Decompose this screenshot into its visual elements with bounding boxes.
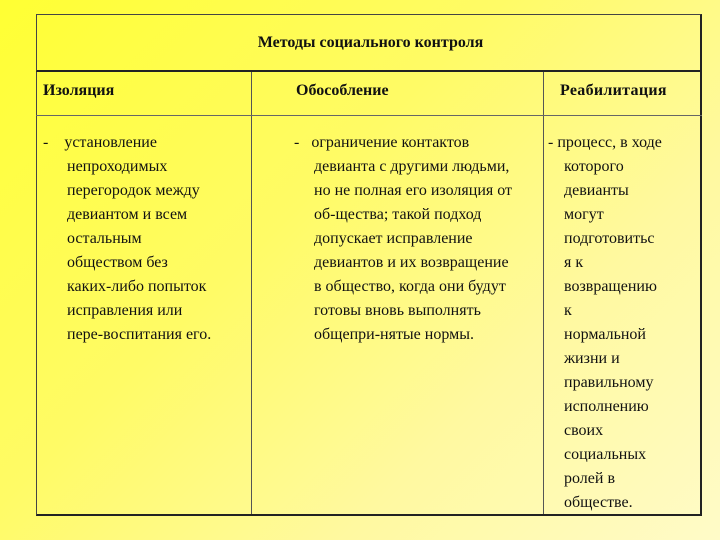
column-separation (251, 72, 544, 514)
methods-table (36, 72, 702, 516)
column-header-separation: Обособление (296, 82, 389, 99)
table-title-row (36, 14, 702, 72)
column-text-isolation: - установление непроходимых перегородок между девиантом и всем остальным обществом без каких-либо попыток исправления или пере-воспитания его. (43, 134, 212, 343)
table-title: Методы социального контроля (257, 33, 484, 51)
column-text-rehabilitation: - процесс, в ходе которого девианты могут подготовитьс я к возвращению к нормальной жизни и правильному исполнению своих социальных ролей в обществе. (548, 134, 662, 511)
column-isolation (37, 72, 251, 514)
column-header-rehabilitation: Реабилитация (560, 82, 667, 99)
column-rehabilitation (543, 72, 702, 514)
header-divider (36, 115, 702, 116)
column-text-separation: - ограничение контактов девианта с другими людьми, но не полная его изоляция от об-щества; такой подход допускает исправление девиантов и их возвращение в общество, когда они будут готовы вновь выполнять общепри-нятые нормы. (294, 134, 513, 343)
column-header-isolation: Изоляция (43, 82, 115, 99)
